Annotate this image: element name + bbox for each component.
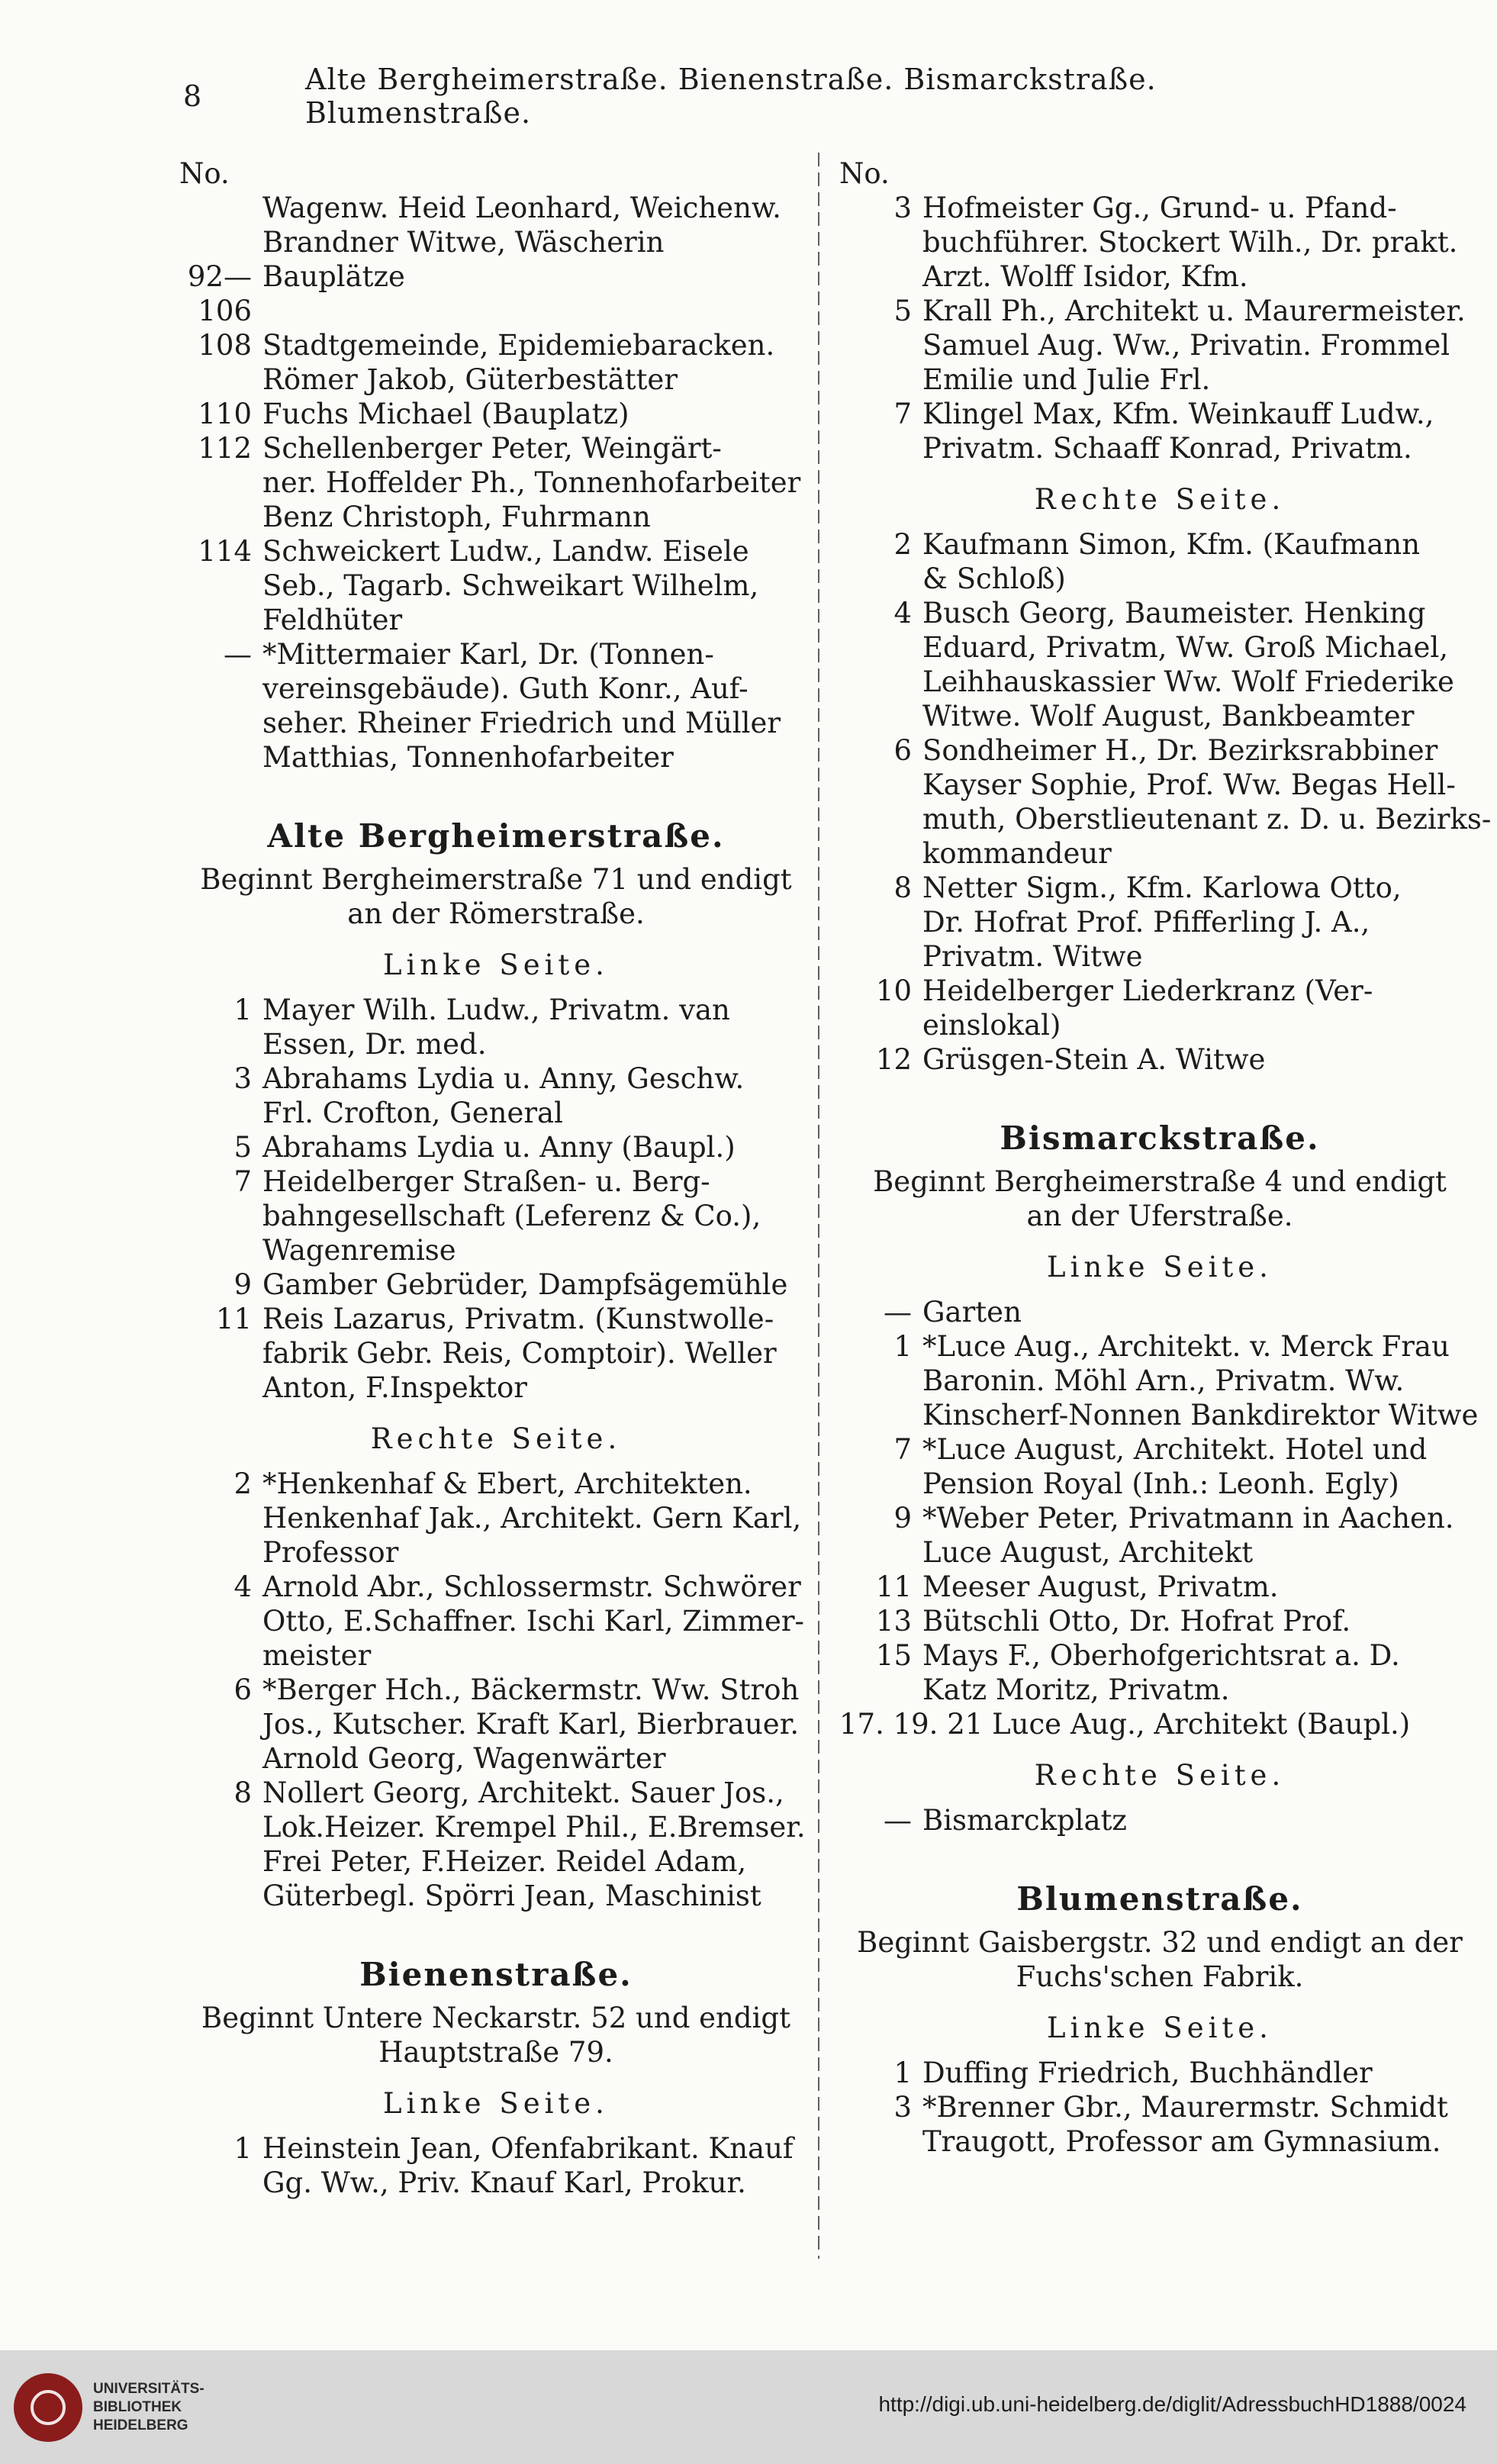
street-description: Beginnt Untere Neckarstr. 52 und endigt xyxy=(201,2002,790,2034)
column-heading-no: No. xyxy=(179,157,230,190)
entry-text: *Luce August, Architekt. Hotel und xyxy=(922,1433,1428,1466)
entry-line: Gg. Ww., Priv. Knauf Karl, Prokur. xyxy=(262,2166,746,2199)
entry-text: Heidelberger Straßen- u. Berg- xyxy=(262,1165,710,1198)
house-number: 9 xyxy=(233,1268,252,1301)
entry-line: Baronin. Möhl Arn., Privatm. Ww. xyxy=(922,1364,1405,1397)
entry-text: Meeser August, Privatm. xyxy=(922,1570,1279,1603)
entry-text: Sondheimer H., Dr. Bezirksrabbiner xyxy=(922,734,1438,767)
entry-text: Reis Lazarus, Privatm. (Kunstwolle- xyxy=(262,1303,774,1335)
address-entry xyxy=(839,397,1480,431)
entry-line: Essen, Dr. med. xyxy=(262,1028,487,1061)
address-entry xyxy=(179,328,813,362)
entry-text: *Weber Peter, Privatmann in Aachen. xyxy=(922,1502,1454,1535)
house-number: 6 xyxy=(893,734,912,767)
house-number: 3 xyxy=(233,1062,252,1095)
address-entry xyxy=(839,1570,1480,1604)
entry-line: buchführer. Stockert Wilh., Dr. prakt. xyxy=(922,226,1458,259)
address-entry xyxy=(179,1673,813,1707)
entry-line: ner. Hoffelder Ph., Tonnenhofarbeiter xyxy=(262,466,801,499)
house-number: 3 xyxy=(893,192,912,224)
entry-line: Römer Jakob, Güterbestätter xyxy=(262,363,678,396)
address-entry xyxy=(179,1467,813,1501)
entry-text: Arnold Abr., Schlossermstr. Schwörer xyxy=(262,1570,801,1603)
side-heading-left: Linke Seite. xyxy=(1047,2011,1273,2044)
entry-text: Bütschli Otto, Dr. Hofrat Prof. xyxy=(922,1605,1351,1638)
entry-line: einslokal) xyxy=(922,1009,1061,1042)
house-number: 7 xyxy=(893,1433,912,1466)
street-heading-alte-bergheimerstrasse: Alte Bergheimerstraße. xyxy=(267,817,725,855)
house-number: 11 xyxy=(215,1303,252,1335)
page-number: 8 xyxy=(183,79,203,113)
house-number: 1 xyxy=(893,1330,912,1363)
running-title: Alte Bergheimerstraße. Bienenstraße. Bismarckstraße. Blumenstraße. xyxy=(305,63,1157,130)
permalink-url[interactable]: http://digi.ub.uni-heidelberg.de/diglit/AdressbuchHD1888/0024 xyxy=(878,2392,1466,2416)
entry-line: muth, Oberstlieutenant z. D. u. Bezirks- xyxy=(922,803,1492,836)
entry-text: *Luce Aug., Architekt. v. Merck Frau xyxy=(922,1330,1450,1363)
logo-text: UNIVERSITÄTS- BIBLIOTHEK HEIDELBERG xyxy=(93,2380,204,2433)
street-description: Hauptstraße 79. xyxy=(378,2036,613,2069)
house-number: 17. 19. 21 xyxy=(839,1708,984,1741)
house-number: 7 xyxy=(233,1165,252,1198)
entry-line: Seb., Tagarb. Schweikart Wilhelm, xyxy=(262,569,759,602)
seal-icon xyxy=(14,2373,82,2442)
entry-text: *Henkenhaf & Ebert, Architekten. xyxy=(262,1467,752,1500)
house-number: 4 xyxy=(233,1570,252,1603)
street-description: Fuchs'schen Fabrik. xyxy=(1016,1960,1304,1993)
entry-line: Wagenremise xyxy=(262,1234,456,1267)
house-number: 4 xyxy=(893,597,912,630)
address-entry xyxy=(179,2131,813,2166)
house-number: 8 xyxy=(893,871,912,904)
entry-text: Netter Sigm., Kfm. Karlowa Otto, xyxy=(922,871,1402,904)
entry-line: kommandeur xyxy=(922,837,1112,870)
entry-line: Samuel Aug. Ww., Privatin. Frommel xyxy=(922,329,1450,362)
address-entry xyxy=(839,2056,1480,2090)
street-description: an der Römerstraße. xyxy=(347,897,645,930)
house-number: — xyxy=(224,638,252,671)
entry-text: Garten xyxy=(922,1296,1022,1329)
entry-text: Gamber Gebrüder, Dampfsägemühle xyxy=(262,1268,788,1301)
entry-line: Arzt. Wolff Isidor, Kfm. xyxy=(922,260,1248,293)
entry-line: Luce August, Architekt xyxy=(922,1536,1254,1569)
entry-line: Feldhüter xyxy=(262,604,403,636)
house-number: 13 xyxy=(875,1605,912,1638)
address-entry xyxy=(179,1570,813,1604)
address-entry xyxy=(179,993,813,1027)
entry-text: Fuchs Michael (Bauplatz) xyxy=(262,398,629,430)
entry-text: Duffing Friedrich, Buchhändler xyxy=(922,2057,1373,2089)
house-number: 1 xyxy=(233,994,252,1026)
house-number: — xyxy=(884,1804,912,1837)
viewer-footer xyxy=(0,2350,1497,2464)
house-number: 15 xyxy=(875,1639,912,1672)
house-number: 5 xyxy=(233,1131,252,1164)
entry-text: Krall Ph., Architekt u. Maurermeister. xyxy=(922,295,1466,327)
house-number: 92—106 xyxy=(187,260,252,327)
house-number: 112 xyxy=(198,432,252,465)
street-description: Beginnt Bergheimerstraße 4 und endigt xyxy=(873,1165,1447,1198)
entry-line: meister xyxy=(262,1639,372,1672)
entry-text: 17. 19. 21 Luce Aug., Architekt (Baupl.) xyxy=(839,1708,1411,1741)
house-number: 11 xyxy=(875,1570,912,1603)
entry-text: *Brenner Gbr., Maurermstr. Schmidt xyxy=(922,2091,1448,2124)
house-number: 3 xyxy=(893,2091,912,2124)
entry-line: Henkenhaf Jak., Architekt. Gern Karl, xyxy=(262,1502,802,1535)
address-entry xyxy=(179,1061,813,1096)
entry-text: Hofmeister Gg., Grund- u. Pfand- xyxy=(922,192,1397,224)
entry-line: Privatm. Schaaff Konrad, Privatm. xyxy=(922,432,1412,465)
entry-line: Privatm. Witwe xyxy=(922,940,1143,973)
house-number: 108 xyxy=(198,329,252,362)
house-number: 6 xyxy=(233,1673,252,1706)
entry-text: Stadtgemeinde, Epidemiebaracken. xyxy=(262,329,775,362)
entry-line: Eduard, Privatm, Ww. Groß Michael, xyxy=(922,631,1448,664)
address-entry xyxy=(839,1295,1480,1329)
entry-text: Schweickert Ludw., Landw. Eisele xyxy=(262,535,749,568)
address-entry xyxy=(839,1432,1480,1467)
address-entry xyxy=(839,1042,1480,1077)
house-number: 2 xyxy=(233,1467,252,1500)
entry-line: Professor xyxy=(262,1536,399,1569)
entry-text: *Berger Hch., Bäckermstr. Ww. Stroh xyxy=(262,1673,800,1706)
entry-text: *Mittermaier Karl, Dr. (Tonnen- xyxy=(262,638,714,671)
entry-line: Güterbegl. Spörri Jean, Maschinist xyxy=(262,1879,761,1912)
address-entry xyxy=(839,596,1480,630)
address-entry xyxy=(839,1604,1480,1638)
address-entry xyxy=(839,1329,1480,1364)
entry-line: Leihhauskassier Ww. Wolf Friederike xyxy=(922,665,1454,698)
address-entry xyxy=(179,431,813,465)
entry-line: Frl. Crofton, General xyxy=(262,1097,563,1129)
address-entry xyxy=(839,974,1480,1008)
entry-line: seher. Rheiner Friedrich und Müller xyxy=(262,707,781,739)
address-entry xyxy=(839,191,1480,225)
address-entry xyxy=(839,871,1480,905)
entry-text: Grüsgen-Stein A. Witwe xyxy=(922,1043,1266,1076)
house-number: 5 xyxy=(893,295,912,327)
page-header xyxy=(183,63,1343,130)
left-column xyxy=(179,156,813,2200)
house-number: 12 xyxy=(875,1043,912,1076)
entry-text: Heidelberger Liederkranz (Ver- xyxy=(922,974,1373,1007)
entry-line: Arnold Georg, Wagenwärter xyxy=(262,1742,666,1775)
street-heading-bismarckstrasse: Bismarckstraße. xyxy=(1000,1119,1320,1157)
address-entry xyxy=(179,637,813,672)
address-entry xyxy=(839,1707,1480,1741)
entry-text: Mayer Wilh. Ludw., Privatm. van xyxy=(262,994,730,1026)
entry-text: Bauplätze xyxy=(262,260,405,293)
entry-line: & Schloß) xyxy=(922,562,1066,595)
street-description: Beginnt Gaisbergstr. 32 und endigt an der xyxy=(857,1926,1463,1959)
entry-line: Matthias, Tonnenhofarbeiter xyxy=(262,741,674,774)
side-heading-right: Rechte Seite. xyxy=(370,1422,622,1455)
house-number: — xyxy=(884,1296,912,1329)
entry-text: Abrahams Lydia u. Anny, Geschw. xyxy=(262,1062,745,1095)
column-heading-no: No. xyxy=(839,157,890,190)
entry-text: Heinstein Jean, Ofenfabrikant. Knauf xyxy=(262,2132,794,2165)
side-heading-left: Linke Seite. xyxy=(1047,1251,1273,1284)
entry-line: bahngesellschaft (Leferenz & Co.), xyxy=(262,1200,761,1232)
entry-text: Schellenberger Peter, Weingärt- xyxy=(262,432,722,465)
entry-line: Jos., Kutscher. Kraft Karl, Bierbrauer. xyxy=(262,1708,800,1741)
street-description: Beginnt Bergheimerstraße 71 und endigt xyxy=(200,863,792,896)
address-entry xyxy=(179,259,813,328)
address-entry xyxy=(179,534,813,568)
university-library-logo[interactable] xyxy=(14,2367,212,2447)
house-number: 1 xyxy=(233,2132,252,2165)
house-number: 7 xyxy=(893,398,912,430)
entry-line: Frei Peter, F.Heizer. Reidel Adam, xyxy=(262,1845,747,1878)
entry-text: Klingel Max, Kfm. Weinkauff Ludw., xyxy=(922,398,1434,430)
entry-line: vereinsgebäude). Guth Konr., Auf- xyxy=(262,672,748,705)
entry-line: Pension Royal (Inh.: Leonh. Egly) xyxy=(922,1467,1399,1500)
entry-line: Dr. Hofrat Prof. Pfifferling J. A., xyxy=(922,906,1370,939)
entry-line: Benz Christoph, Fuhrmann xyxy=(262,501,651,533)
house-number: 110 xyxy=(198,398,252,430)
entry-text: Mays F., Oberhofgerichtsrat a. D. xyxy=(922,1639,1400,1672)
side-heading-left: Linke Seite. xyxy=(383,2087,609,2120)
entry-line: Witwe. Wolf August, Bankbeamter xyxy=(922,700,1415,733)
entry-line: Wagenw. Heid Leonhard, Weichenw. xyxy=(262,192,781,224)
house-number: 1 xyxy=(893,2057,912,2089)
entry-line: fabrik Gebr. Reis, Comptoir). Weller xyxy=(262,1337,777,1370)
side-heading-right: Rechte Seite. xyxy=(1034,1759,1286,1792)
entry-text: Abrahams Lydia u. Anny (Baupl.) xyxy=(262,1131,736,1164)
entry-line: Lok.Heizer. Krempel Phil., E.Bremser. xyxy=(262,1811,806,1844)
side-heading-right: Rechte Seite. xyxy=(1034,483,1286,516)
house-number: 2 xyxy=(893,528,912,561)
street-heading-blumenstrasse: Blumenstraße. xyxy=(1016,1880,1303,1918)
address-entry xyxy=(179,1164,813,1199)
entry-text: Kaufmann Simon, Kfm. (Kaufmann xyxy=(922,528,1421,561)
address-entry xyxy=(839,1501,1480,1535)
address-entry xyxy=(839,733,1480,768)
entry-line: Kinscherf-Nonnen Bankdirektor Witwe xyxy=(922,1399,1479,1432)
street-description: an der Uferstraße. xyxy=(1026,1200,1293,1232)
house-number: 10 xyxy=(875,974,912,1007)
entry-line: Kayser Sophie, Prof. Ww. Begas Hell- xyxy=(922,768,1456,801)
address-entry xyxy=(179,397,813,431)
house-number: 114 xyxy=(198,535,252,568)
right-column xyxy=(839,156,1492,2159)
side-heading-left: Linke Seite. xyxy=(383,949,609,981)
column-divider xyxy=(818,153,819,2259)
address-entry xyxy=(839,1638,1480,1673)
address-entry xyxy=(179,1776,813,1810)
entry-line: Katz Moritz, Privatm. xyxy=(922,1673,1230,1706)
street-heading-bienenstrasse: Bienenstraße. xyxy=(359,1956,633,1993)
entry-text: Busch Georg, Baumeister. Henking xyxy=(922,597,1426,630)
entry-line: Otto, E.Schaffner. Ischi Karl, Zimmer- xyxy=(262,1605,805,1638)
entry-text: Bismarckplatz xyxy=(922,1804,1127,1837)
address-entry xyxy=(839,1803,1480,1838)
address-entry xyxy=(179,1130,813,1164)
address-entry xyxy=(179,1302,813,1336)
house-number: 8 xyxy=(233,1776,252,1809)
address-entry xyxy=(839,2090,1480,2124)
entry-text: Nollert Georg, Architekt. Sauer Jos., xyxy=(262,1776,784,1809)
house-number: 9 xyxy=(893,1502,912,1535)
address-entry xyxy=(839,527,1480,562)
entry-line: Emilie und Julie Frl. xyxy=(922,363,1211,396)
address-entry xyxy=(839,294,1480,328)
entry-line: Brandner Witwe, Wäscherin xyxy=(262,226,665,259)
address-entry xyxy=(179,1267,813,1302)
entry-line: Traugott, Professor am Gymnasium. xyxy=(922,2125,1441,2158)
entry-line: Anton, F.Inspektor xyxy=(262,1371,527,1404)
